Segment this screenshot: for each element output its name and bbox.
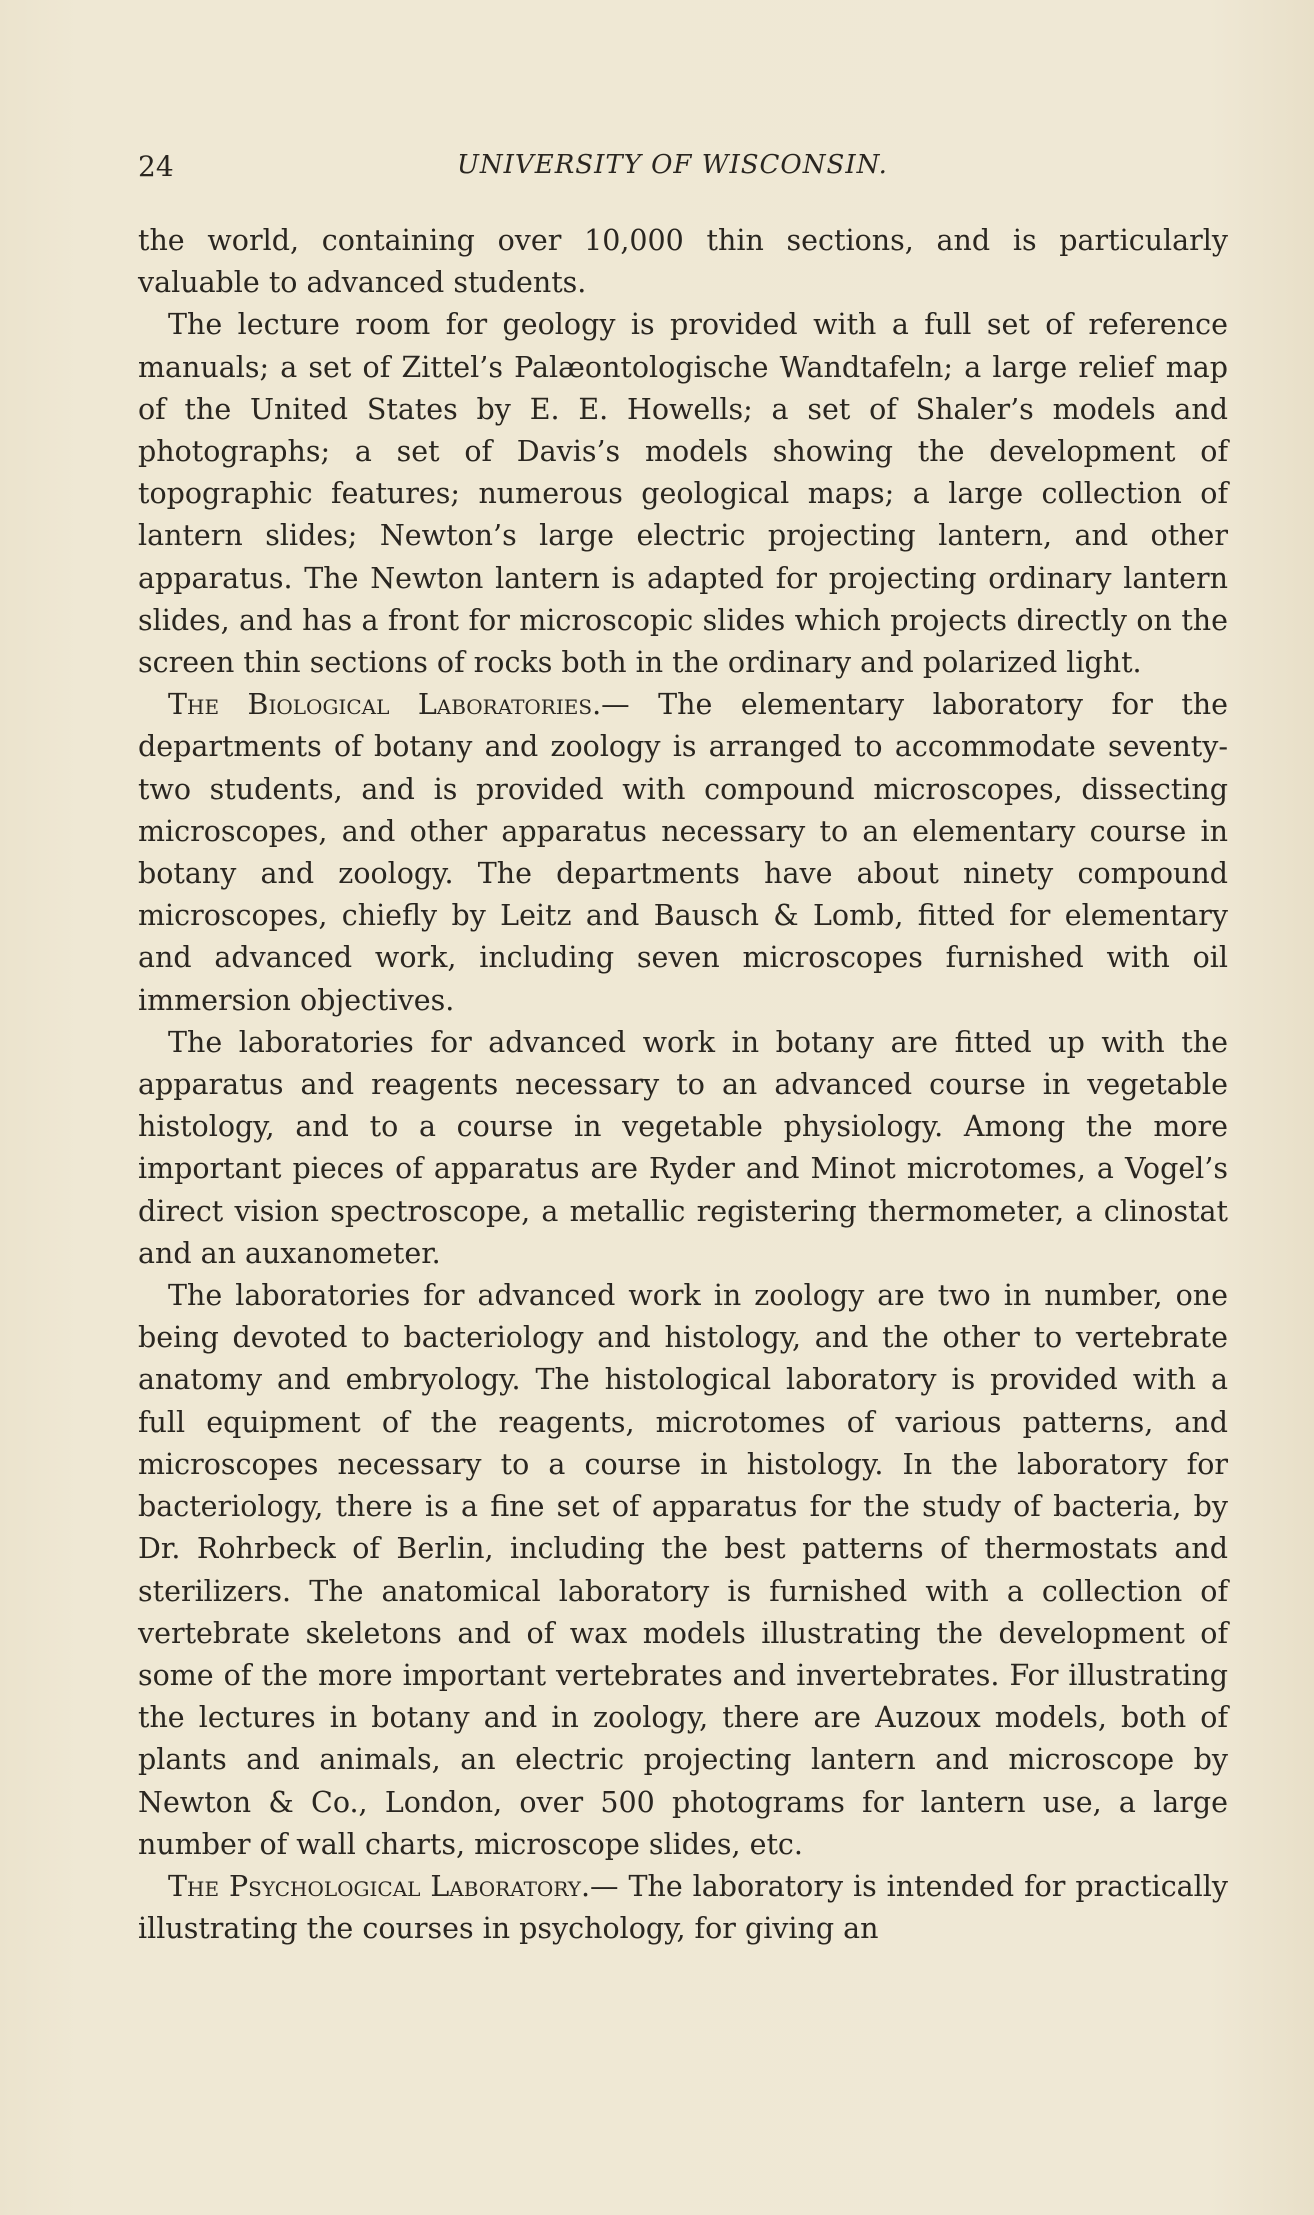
paragraph-text: — The elementary laboratory for the departments of botany and zoology is arranged to accommodate seventy-two students, and is provided with compound microscopes, dissecting microscopes, and other apparatus necessary to an elementary course in botany and zoology. The departments have about ninety compound microscopes, chiefly by Leitz and Bausch & Lomb, fitted for elementary and advanced work, including seven microscopes furnished with oil immersion objectives. bbox=[138, 688, 1228, 1017]
paragraph-text: The lecture room for geology is provided with a full set of reference manuals; a set of Zittel’s Palæontologische Wandtafeln; a large relief map of the United States by E. E. Howells; a set of Shaler’s models and photographs; a set of Davis’s models showing the development of topographic features; numerous geological maps; a large collection of lantern slides; Newton’s large electric projecting lantern, and other apparatus. The Newton lantern is adapted for projecting ordinary lantern slides, and has a front for microscopic slides which projects directly on the screen thin sections of rocks both in the ordinary and polarized light. bbox=[138, 308, 1228, 680]
section-heading: The Biological Laboratories. bbox=[168, 688, 602, 722]
page-number: 24 bbox=[138, 150, 174, 183]
paragraph-biological-laboratories bbox=[138, 684, 1228, 1022]
paragraph-psychological-laboratory bbox=[138, 1866, 1228, 1950]
paragraph-text: the world, containing over 10,000 thin sections, and is particularly valuable to advanced students. bbox=[138, 224, 1228, 300]
paragraph-geology-lecture-room bbox=[138, 304, 1228, 684]
paragraph-continued bbox=[138, 220, 1228, 304]
running-title: UNIVERSITY OF WISCONSIN. bbox=[457, 150, 888, 180]
section-heading: The Psychological Laboratory. bbox=[168, 1869, 591, 1903]
body-text bbox=[138, 220, 1228, 1950]
page-header bbox=[138, 150, 1228, 194]
paragraph-text: The laboratories for advanced work in botany are fitted up with the apparatus and reagents necessary to an advanced course in vegetable histology, and to a course in vegetable physiology. Among the more important pieces of apparatus are Ryder and Minot microtomes, a Vogel’s direct vision spectroscope, a metallic registering thermometer, a clinostat and an auxanometer. bbox=[138, 1025, 1228, 1270]
paragraph-zoology-laboratories bbox=[138, 1275, 1228, 1866]
paragraph-botany-laboratories bbox=[138, 1022, 1228, 1275]
paragraph-text: — The laboratory is intended for practically illustrating the courses in psychology, for giving an bbox=[138, 1869, 1228, 1946]
paragraph-text: The laboratories for advanced work in zoology are two in number, one being devoted to bacteriology and histology, and the other to vertebrate anatomy and embryology. The histological laboratory is provided with a full equipment of the reagents, microtomes of various patterns, and microscopes necessary to a course in histology. In the laboratory for bacteriology, there is a fine set of apparatus for the study of bacteria, by Dr. Rohrbeck of Berlin, including the best patterns of thermostats and sterilizers. The anatomical laboratory is furnished with a collection of vertebrate skeletons and of wax models illustrating the development of some of the more important vertebrates and invertebrates. For illustrating the lectures in botany and in zoology, there are Auzoux models, both of plants and animals, an electric projecting lantern and microscope by Newton & Co., London, over 500 photograms for lantern use, a large number of wall charts, microscope slides, etc. bbox=[138, 1279, 1228, 1861]
